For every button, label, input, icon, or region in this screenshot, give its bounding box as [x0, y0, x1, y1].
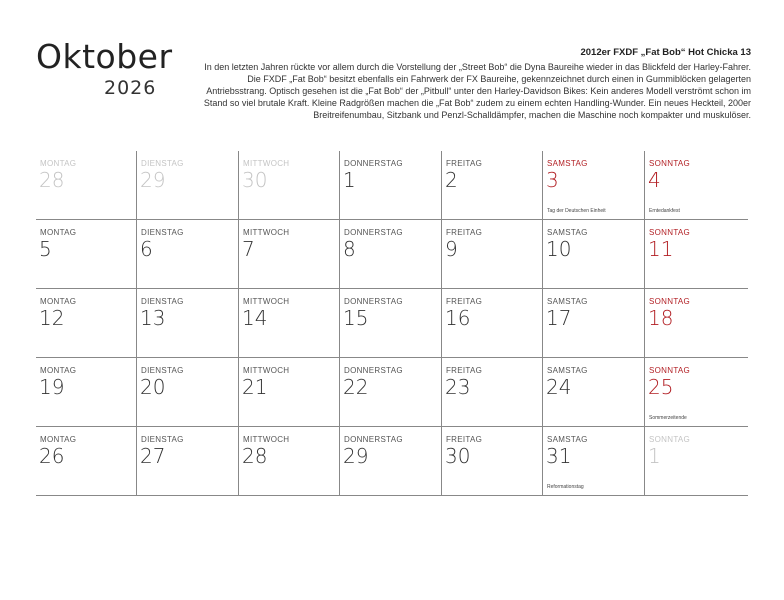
day-number: 18 — [648, 306, 674, 330]
day-number: 20 — [140, 375, 166, 399]
day-number: 17 — [546, 306, 572, 330]
day-cell[interactable] — [442, 427, 543, 495]
weekday-label: DIENSTAG — [141, 297, 184, 306]
weekday-label: MITTWOCH — [243, 435, 290, 444]
weekday-label: DONNERSTAG — [344, 297, 403, 306]
weekday-label: SAMSTAG — [547, 366, 588, 375]
day-number: 28 — [39, 168, 65, 192]
day-cell[interactable] — [36, 151, 137, 219]
day-number: 16 — [445, 306, 471, 330]
weekday-label: MONTAG — [40, 366, 77, 375]
day-cell[interactable] — [36, 220, 137, 288]
day-cell[interactable] — [340, 358, 442, 426]
day-cell[interactable] — [442, 151, 543, 219]
day-number: 25 — [648, 375, 674, 399]
day-number: 3 — [546, 168, 559, 192]
day-cell[interactable] — [239, 220, 340, 288]
day-number: 13 — [140, 306, 166, 330]
day-cell[interactable] — [36, 427, 137, 495]
day-cell[interactable] — [442, 289, 543, 357]
weekday-label: FREITAG — [446, 435, 483, 444]
week-row — [36, 289, 748, 358]
weekday-label: MITTWOCH — [243, 228, 290, 237]
day-number: 26 — [39, 444, 65, 468]
holiday-label: Reformationstag — [547, 484, 584, 490]
day-cell[interactable] — [645, 289, 748, 357]
weekday-label: SONNTAG — [649, 228, 691, 237]
photo-title: 2012er FXDF „Fat Bob“ Hot Chicka 13 — [580, 47, 751, 58]
day-number: 31 — [546, 444, 572, 468]
day-number: 29 — [140, 168, 166, 192]
weekday-label: FREITAG — [446, 228, 483, 237]
day-cell[interactable] — [36, 358, 137, 426]
weekday-label: MITTWOCH — [243, 159, 290, 168]
day-number: 2 — [445, 168, 458, 192]
day-number: 14 — [242, 306, 268, 330]
week-row — [36, 151, 748, 220]
weekday-label: DIENSTAG — [141, 228, 184, 237]
day-cell[interactable] — [543, 358, 645, 426]
weekday-label: SAMSTAG — [547, 228, 588, 237]
week-row — [36, 358, 748, 427]
weekday-label: DONNERSTAG — [344, 435, 403, 444]
day-cell[interactable] — [645, 220, 748, 288]
day-cell[interactable] — [239, 151, 340, 219]
day-cell[interactable] — [543, 427, 645, 495]
weekday-label: DONNERSTAG — [344, 228, 403, 237]
weekday-label: DONNERSTAG — [344, 366, 403, 375]
day-cell[interactable] — [543, 220, 645, 288]
week-row — [36, 427, 748, 496]
weekday-label: SONNTAG — [649, 159, 691, 168]
holiday-label: Erntedankfest — [649, 208, 680, 214]
month-title: Oktober — [36, 37, 173, 76]
day-cell[interactable] — [543, 289, 645, 357]
weekday-label: MONTAG — [40, 297, 77, 306]
day-cell[interactable] — [137, 358, 239, 426]
day-number: 27 — [140, 444, 166, 468]
weekday-label: SAMSTAG — [547, 159, 588, 168]
day-cell[interactable] — [36, 289, 137, 357]
weekday-label: SAMSTAG — [547, 297, 588, 306]
day-number: 22 — [343, 375, 369, 399]
day-number: 10 — [546, 237, 572, 261]
weekday-label: DIENSTAG — [141, 159, 184, 168]
day-number: 1 — [648, 444, 661, 468]
day-cell[interactable] — [340, 427, 442, 495]
day-number: 21 — [242, 375, 268, 399]
photo-description: In den letzten Jahren rückte vor allem durch die Vorstellung der „Street Bob“ die Dyna Baureihe wieder in das Blickfeld der Harley-Fahrer. Die FXDF „Fat Bob“ besitzt ebenfalls ein Fahrwerk der FX Baureihe, gekennzeichnet durch einen in Gummiblöcken gelagerten Antriebsstrang. Optisch gesehen ist die „Fat Bob“ der „Pitbull“ unter den Harley-Davidson Bikes: Kein anderes Modell verströmt schon im Stand so viel brutale Kraft. Kleine Radgrößen machen die „Fat Bob“ zudem zu einem echten Handling-Wunder. Ein neues Heckteil, 200er Breitreifenumbau, Sitzbank und Penzl-Schalldämpfer, machen die Maschine noch kompakter und muskulöser. — [203, 62, 751, 120]
holiday-label: Tag der Deutschen Einheit — [547, 208, 606, 214]
day-number: 11 — [648, 237, 674, 261]
day-number: 30 — [445, 444, 471, 468]
weekday-label: MONTAG — [40, 228, 77, 237]
day-number: 15 — [343, 306, 369, 330]
day-number: 7 — [242, 237, 255, 261]
day-cell[interactable] — [137, 289, 239, 357]
weekday-label: MONTAG — [40, 435, 77, 444]
holiday-label: Sommerzeitende — [649, 415, 687, 421]
day-cell[interactable] — [239, 427, 340, 495]
calendar-grid — [36, 151, 748, 490]
weekday-label: SAMSTAG — [547, 435, 588, 444]
week-row — [36, 220, 748, 289]
day-number: 1 — [343, 168, 356, 192]
weekday-label: MITTWOCH — [243, 297, 290, 306]
weekday-label: FREITAG — [446, 366, 483, 375]
year-label: 2026 — [104, 77, 157, 99]
weekday-label: FREITAG — [446, 297, 483, 306]
day-cell[interactable] — [340, 289, 442, 357]
day-number: 5 — [39, 237, 52, 261]
day-cell[interactable] — [442, 220, 543, 288]
day-number: 19 — [39, 375, 65, 399]
weekday-label: DIENSTAG — [141, 366, 184, 375]
weekday-label: MITTWOCH — [243, 366, 290, 375]
day-cell[interactable] — [543, 151, 645, 219]
day-number: 23 — [445, 375, 471, 399]
day-cell[interactable] — [137, 427, 239, 495]
day-cell[interactable] — [645, 151, 748, 219]
day-number: 4 — [648, 168, 661, 192]
weekday-label: SONNTAG — [649, 435, 691, 444]
day-cell[interactable] — [645, 427, 748, 495]
day-number: 29 — [343, 444, 369, 468]
day-number: 24 — [546, 375, 572, 399]
weekday-label: FREITAG — [446, 159, 483, 168]
day-cell[interactable] — [442, 358, 543, 426]
day-cell[interactable] — [137, 220, 239, 288]
day-number: 6 — [140, 237, 153, 261]
day-number: 28 — [242, 444, 268, 468]
weekday-label: DIENSTAG — [141, 435, 184, 444]
day-number: 9 — [445, 237, 458, 261]
day-cell[interactable] — [340, 151, 442, 219]
day-number: 8 — [343, 237, 356, 261]
weekday-label: DONNERSTAG — [344, 159, 403, 168]
day-cell[interactable] — [239, 289, 340, 357]
weekday-label: SONNTAG — [649, 366, 691, 375]
day-cell[interactable] — [239, 358, 340, 426]
day-number: 12 — [39, 306, 65, 330]
weekday-label: MONTAG — [40, 159, 77, 168]
day-cell[interactable] — [137, 151, 239, 219]
day-number: 30 — [242, 168, 268, 192]
day-cell[interactable] — [340, 220, 442, 288]
day-cell[interactable] — [645, 358, 748, 426]
weekday-label: SONNTAG — [649, 297, 691, 306]
